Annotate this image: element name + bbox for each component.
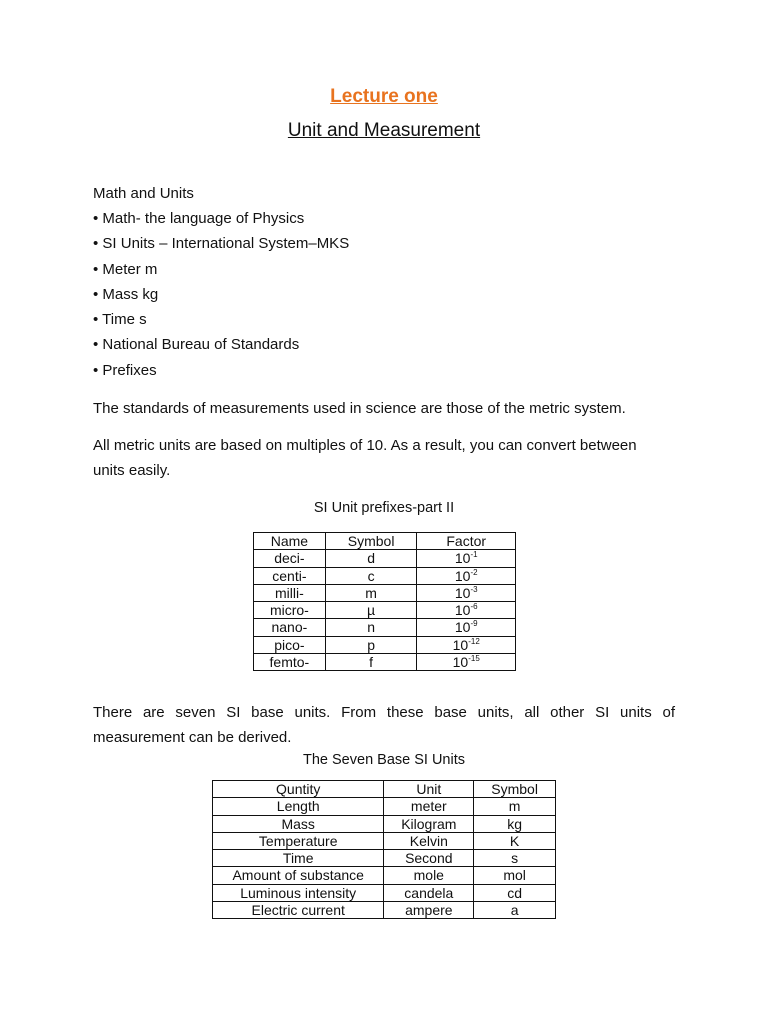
table-row: [254, 567, 516, 584]
bullet-item: • Meter m: [93, 260, 158, 278]
page-subtitle: Unit and Measurement: [287, 120, 481, 141]
bullet-item: • Prefixes: [93, 361, 157, 379]
bullet-item: • Math- the language of Physics: [93, 210, 305, 227]
column-header: Symbol: [474, 781, 556, 798]
table-row: [254, 619, 516, 636]
prefix-table-caption: SI Unit prefixes-part II: [313, 500, 455, 516]
factor-exponent: -2: [470, 567, 478, 577]
quantity-cell: Mass: [213, 815, 384, 832]
factor-exponent: -15: [468, 654, 480, 664]
prefix-symbol-cell: d: [325, 550, 417, 567]
bullet-item: • National Bureau of Standards: [93, 336, 300, 354]
quantity-cell: Temperature: [213, 832, 384, 849]
table-header-row: [254, 533, 516, 550]
quantity-cell: Luminous intensity: [213, 884, 384, 901]
table-row: [254, 550, 516, 567]
paragraph-metric-system: The standards of measurements used in science are those of the metric system.: [93, 400, 626, 417]
symbol-cell: s: [474, 850, 556, 867]
column-header: Symbol: [325, 533, 417, 550]
prefix-name-cell: nano-: [254, 619, 326, 636]
symbol-cell: K: [474, 832, 556, 849]
quantity-cell: Amount of substance: [213, 867, 384, 884]
page-title: Lecture one: [330, 86, 438, 107]
prefix-factor-cell: [417, 619, 516, 636]
prefix-factor-cell: [417, 602, 516, 619]
symbol-cell: mol: [474, 867, 556, 884]
factor-base: 10: [454, 619, 471, 636]
unit-cell: Kilogram: [384, 815, 474, 832]
paragraph-base-units: There are seven SI base units. From these base units, all other SI units of measurement can be derived.: [93, 704, 675, 746]
table-row: [213, 832, 556, 849]
prefix-name-cell: micro-: [254, 602, 326, 619]
factor-base: 10: [452, 636, 469, 653]
factor-exponent: -12: [468, 636, 480, 646]
column-header: Name: [254, 533, 326, 550]
bullet-item: • Time s: [93, 311, 147, 329]
quantity-cell: Electric current: [213, 902, 384, 919]
factor-exponent: -9: [470, 619, 478, 629]
prefix-name-cell: femto-: [254, 654, 326, 671]
table-row: [254, 602, 516, 619]
factor-exponent: -3: [470, 584, 478, 594]
quantity-cell: Time: [213, 850, 384, 867]
prefix-factor-cell: [417, 567, 516, 584]
symbol-cell: kg: [474, 815, 556, 832]
prefix-name-cell: centi-: [254, 567, 326, 584]
unit-cell: ampere: [384, 902, 474, 919]
section-heading: Math and Units: [93, 185, 194, 202]
prefix-symbol-cell: n: [325, 619, 417, 636]
table-row: [213, 815, 556, 832]
base-table-caption: The Seven Base SI Units: [303, 752, 465, 768]
table-row: [213, 798, 556, 815]
bullet-list: [93, 209, 349, 386]
column-header: Quntity: [213, 781, 384, 798]
base-units-table: [212, 780, 556, 919]
unit-cell: mole: [384, 867, 474, 884]
unit-cell: candela: [384, 884, 474, 901]
prefix-factor-cell: [417, 584, 516, 601]
prefix-table: [253, 532, 516, 671]
factor-base: 10: [454, 584, 471, 601]
bullet-item: • SI Units – International System–MKS: [93, 235, 350, 253]
factor-exponent: -6: [470, 602, 478, 612]
paragraph-multiples-of-ten: All metric units are based on multiples of 10. As a result, you can convert between units easily.: [93, 437, 637, 479]
factor-base: 10: [454, 550, 471, 567]
table-row: [213, 884, 556, 901]
factor-base: 10: [454, 602, 471, 619]
table-row: [254, 636, 516, 653]
bullet-item: • Mass kg: [93, 285, 159, 303]
prefix-symbol-cell: µ: [325, 602, 417, 619]
unit-cell: Kelvin: [384, 832, 474, 849]
table-header-row: [213, 781, 556, 798]
prefix-symbol-cell: c: [325, 567, 417, 584]
prefix-symbol-cell: p: [325, 636, 417, 653]
prefix-name-cell: pico-: [254, 636, 326, 653]
prefix-factor-cell: [417, 550, 516, 567]
symbol-cell: m: [474, 798, 556, 815]
symbol-cell: cd: [474, 884, 556, 901]
table-row: [213, 902, 556, 919]
column-header: Factor: [417, 533, 516, 550]
prefix-name-cell: deci-: [254, 550, 326, 567]
prefix-factor-cell: [417, 636, 516, 653]
prefix-factor-cell: [417, 654, 516, 671]
factor-exponent: -1: [470, 550, 478, 560]
unit-cell: Second: [384, 850, 474, 867]
quantity-cell: Length: [213, 798, 384, 815]
factor-base: 10: [452, 654, 469, 671]
column-header: Unit: [384, 781, 474, 798]
symbol-cell: a: [474, 902, 556, 919]
factor-base: 10: [454, 567, 471, 584]
table-row: [213, 867, 556, 884]
unit-cell: meter: [384, 798, 474, 815]
prefix-symbol-cell: m: [325, 584, 417, 601]
prefix-symbol-cell: f: [325, 654, 417, 671]
table-row: [254, 654, 516, 671]
table-row: [254, 584, 516, 601]
prefix-name-cell: milli-: [254, 584, 326, 601]
table-row: [213, 850, 556, 867]
